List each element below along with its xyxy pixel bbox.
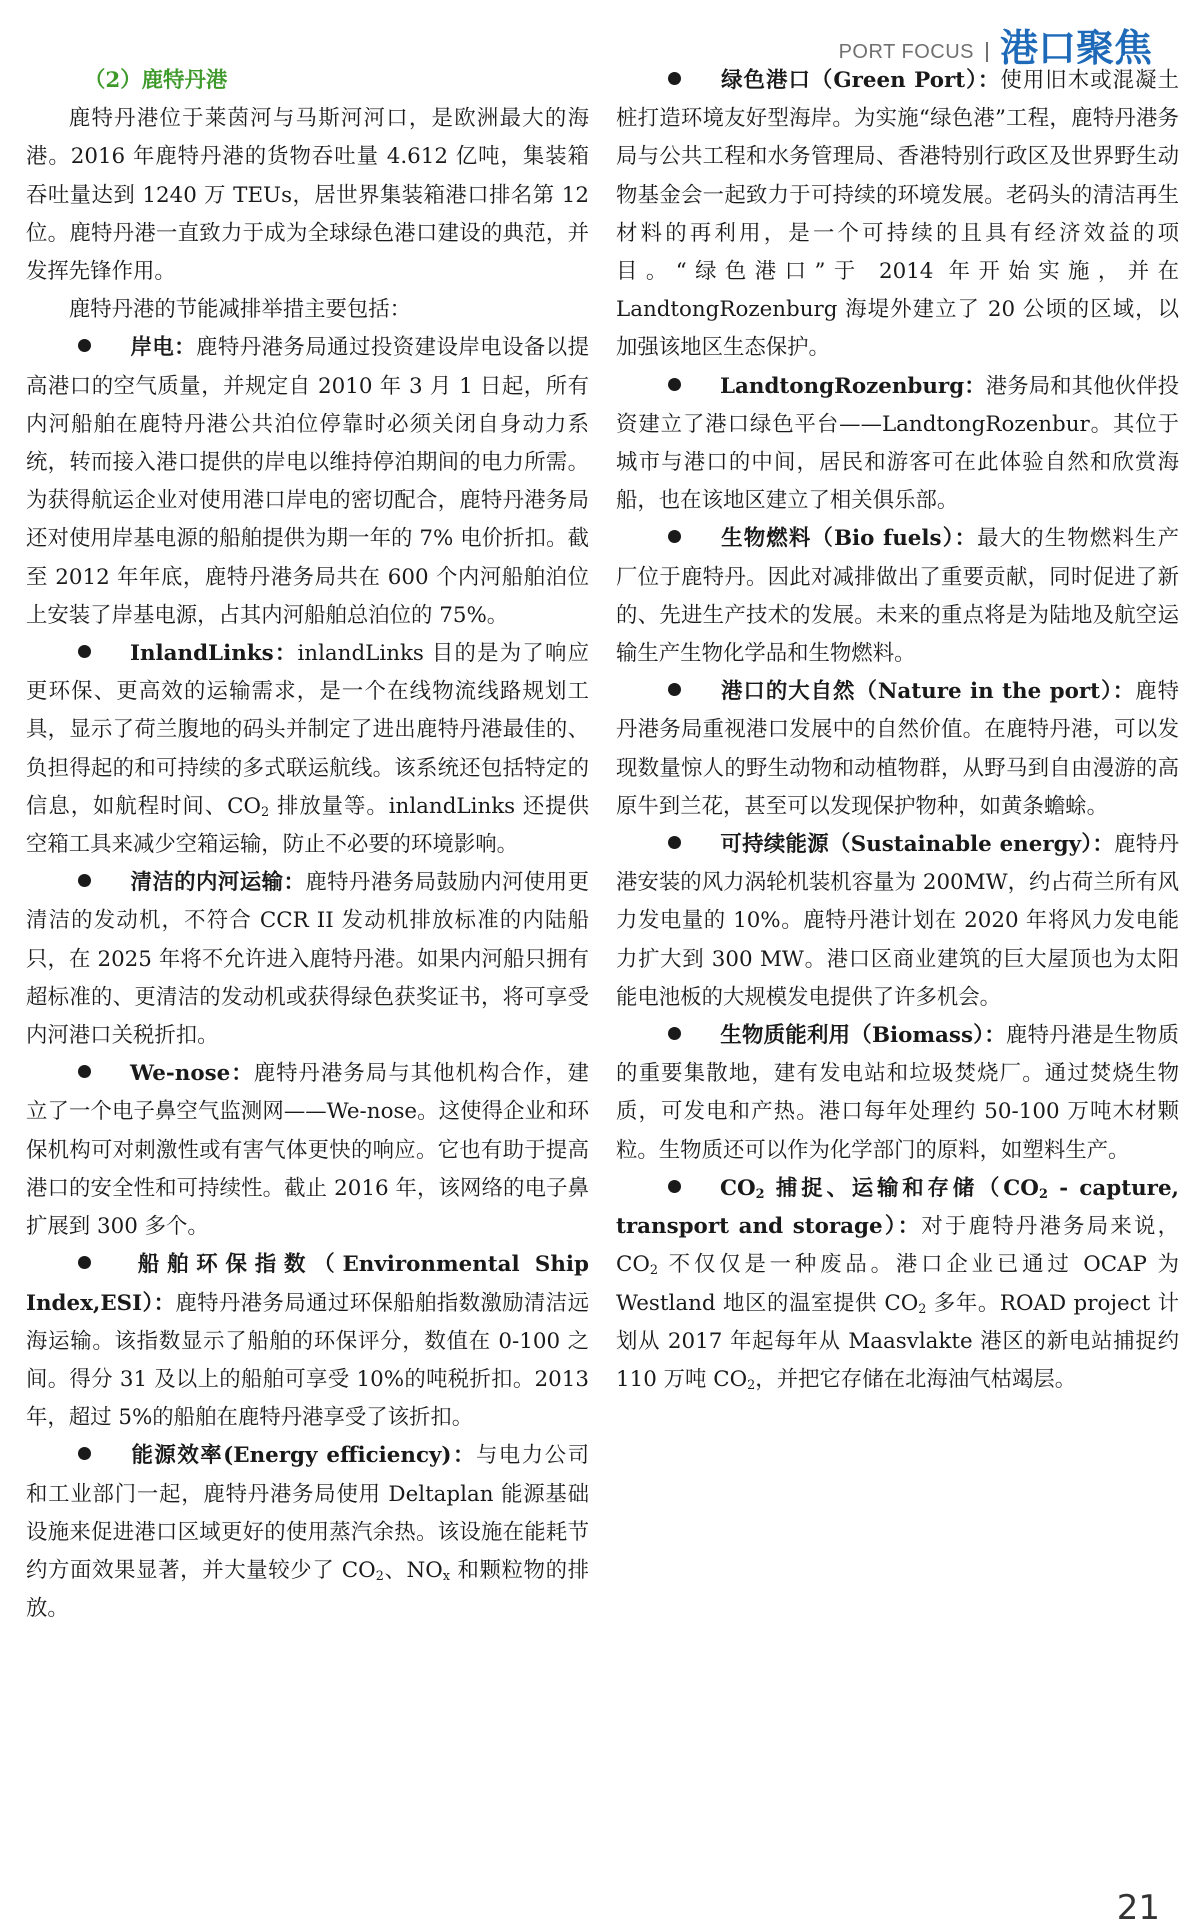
item-text: 排放量等。inlandLinks 还提供空箱工具来减少空箱运输，防止不必要的环境影响。 — [26, 793, 590, 858]
list-item-biofuels — [616, 520, 1179, 673]
item-text: 鹿特丹港务局通过投资建设岸电设备以提高港口的空气质量，并规定自 2010 年 3 月 1 日起，所有内河船舶在鹿特丹港公共泊位停靠时必须关闭自身动力系统，转而接入港口提供的岸电以维持停泊期间的电力所需。为获得航运企业对使用港口岸电的密切配合，鹿特丹港务局还对使用岸基电源的船舶提供为期一年的 7% 电价折扣。截至 2012 年年底，鹿特丹港务局共在 600 个内河船舶泊位上安装了岸基电源，占其内河船舶总泊位的 75%。 — [26, 335, 589, 628]
list-item-we-nose — [26, 1055, 589, 1246]
list-item-landtong — [616, 368, 1179, 521]
item-text: 最大的生物燃料生产厂位于鹿特丹。因此对减排做出了重要贡献，同时促进了新的、先进生产技术的发展。未来的重点将是为陆地及航空运输生产生物化学品和生物燃料。 — [616, 526, 1179, 667]
item-text: inlandLinks 目的是为了响应更环保、更高效的运输需求，是一个在线物流线路规划工具，显示了荷兰腹地的码头并制定了进出鹿特丹港最佳的、负担得起的和可持续的多式联运航线。该系统还包括特定的信息，如航程时间、CO — [26, 641, 589, 819]
list-item-green-port — [616, 62, 1179, 368]
bullet-icon — [78, 339, 91, 352]
right-column — [616, 62, 1179, 1399]
subscript: 2 — [375, 1569, 384, 1585]
list-item-clean-inland — [26, 864, 589, 1055]
intro-paragraph: 鹿特丹港位于莱茵河与马斯河河口，是欧洲最大的海港。2016 年鹿特丹港的货物吞吐量 4.612 亿吨，集装箱吞吐量达到 1240 万 TEUs，居世界集装箱港口排名第 12 位。鹿特丹港一直致力于成为全球绿色港口建设的典范，并发挥先锋作用。 — [26, 106, 589, 285]
item-text: 港务局和其他伙伴投资建立了港口绿色平台——LandtongRozenbur。其位于城市与港口的中间，居民和游客可在此体验自然和欣赏海船，也在该地区建立了相关俱乐部。 — [616, 373, 1179, 514]
bullet-icon — [668, 683, 681, 696]
subscript: 2 — [918, 1301, 927, 1317]
subscript: 2 — [649, 1263, 659, 1279]
list-item-shore-power — [26, 329, 589, 635]
term-part: - capture, transport and storage）： — [616, 1175, 1180, 1240]
item-text: 鹿特丹港安装的风力涡轮机装机容量为 200MW，约占荷兰所有风力发电量的 10%。鹿特丹港计划在 2020 年将风力发电能力扩大到 300 MW。港口区商业建筑的巨大屋顶也为太阳能电池板的大规模发电提供了许多机会。 — [616, 832, 1179, 1010]
item-text: 鹿特丹港务局重视港口发展中的自然价值。在鹿特丹港，可以发现数量惊人的野生动物和动植物群，从野马到自由漫游的高原牛到兰花，甚至可以发现保护物种，如黄条蟾蜍。 — [616, 679, 1179, 819]
bullet-icon — [668, 836, 681, 849]
item-text: 鹿特丹港务局与其他机构合作，建立了一个电子鼻空气监测网——We-nose。这使得企业和环保机构可对刺激性或有害气体更快的响应。它也有助于提高港口的安全性和可持续性。截止 2016 年，该网络的电子鼻扩展到 300 多个。 — [26, 1061, 589, 1240]
item-term: 清洁的内河运输： — [130, 870, 306, 896]
bullet-icon — [668, 1180, 681, 1193]
item-text: 与电力公司和工业部门一起，鹿特丹港务局使用 Deltaplan 能源基础设施来促进港口区域更好的使用蒸汽余热。该设施在能耗节约方面效果显著，并大量较少了 CO — [26, 1443, 589, 1583]
item-text: 鹿特丹港务局通过环保船舶指数激励清洁远海运输。该指数显示了船舶的环保评分，数值在 0-100 之间。得分 31 及以上的船舶可享受 10%的吨税折扣。2013 年，超过 5%的船舶在鹿特丹港享受了该折扣。 — [26, 1290, 589, 1431]
left-column — [26, 62, 589, 1628]
item-text: 不仅仅是一种废品。港口企业已通过 OCAP 为 Westland 地区的温室提供 CO — [616, 1252, 1179, 1316]
list-item-nature — [616, 673, 1179, 826]
section-title: （2）鹿特丹港 — [84, 68, 228, 93]
bullet-icon — [668, 72, 681, 85]
bullet-icon — [78, 1256, 91, 1269]
bullet-icon — [668, 530, 681, 543]
item-text: 使用旧木或混凝土桩打造环境友好型海岸。为实施“绿色港”工程，鹿特丹港务局与公共工程和水务管理局、香港特别行政区及世界野生动物基金会一起致力于可持续的环境发展。老码头的清洁再生材料的再利用，是一个可持续的且具有经济效益的项目。“绿色港口”于 2014 年开始实施，并在 LandtongRozenburg 海堤外建立了 20 公顷的区域，以加强该地区生态保护。 — [616, 68, 1179, 361]
item-text: 对于鹿特丹港务局来说，CO — [616, 1214, 1179, 1278]
item-term: We-nose： — [130, 1061, 254, 1087]
list-item-co2 — [616, 1170, 1179, 1399]
list-item-energy-efficiency — [26, 1437, 589, 1628]
item-term: 能源效率(Energy efficiency)： — [130, 1443, 476, 1469]
term-part: 捕捉、运输和存储（CO — [764, 1175, 1039, 1201]
item-term: 生物燃料（Bio fuels）： — [720, 526, 978, 552]
subscript: 2 — [1038, 1187, 1048, 1203]
list-item-sustainable — [616, 826, 1179, 1017]
list-item-biomass — [616, 1017, 1179, 1170]
item-term: LandtongRozenburg： — [720, 373, 986, 399]
bullet-icon — [78, 1065, 91, 1078]
header-english: PORT FOCUS — [838, 41, 974, 63]
item-term: 岸电： — [130, 335, 197, 361]
bullet-icon — [78, 645, 91, 658]
item-term: 绿色港口（Green Port）： — [720, 68, 1001, 93]
bullet-icon — [78, 1447, 91, 1460]
list-item-inland-links — [26, 635, 589, 864]
item-text: 和颗粒物的排放。 — [26, 1557, 589, 1622]
page-number: 21 — [1116, 1888, 1160, 1928]
item-term: 可持续能源（Sustainable energy）： — [720, 832, 1115, 858]
header-divider — [986, 42, 988, 62]
list-item-esi — [26, 1246, 589, 1437]
item-term: InlandLinks： — [130, 641, 298, 667]
item-text: 鹿特丹港是生物质的重要集散地，建有发电站和垃圾焚烧厂。通过焚烧生物质，可发电和产热。港口每年处理约 50-100 万吨木材颗粒。生物质还可以作为化学部门的原料，如塑料生产。 — [616, 1023, 1179, 1163]
subscript: 2 — [261, 805, 270, 821]
bullet-icon — [668, 378, 681, 391]
item-term: 船舶环保指数（Environmental Ship Index,ESI）： — [26, 1252, 589, 1316]
bullet-icon — [78, 874, 91, 887]
item-text: 多年。ROAD project 计划从 2017 年起每年从 Maasvlakte 港区的新电站捕捉约 110 万吨 CO — [616, 1290, 1179, 1392]
subscript: 2 — [755, 1187, 765, 1203]
item-text: 鹿特丹港务局鼓励内河使用更清洁的发动机，不符合 CCR II 发动机排放标准的内陆船只，在 2025 年将不允许进入鹿特丹港。如果内河船只拥有超标准的、更清洁的发动机或获得绿色获奖证书，将可享受内河港口关税折扣。 — [26, 870, 589, 1049]
term-part: CO — [720, 1175, 756, 1201]
header-chinese: 港口聚焦 — [999, 26, 1152, 70]
subscript: 2 — [747, 1378, 756, 1394]
item-term: 生物质能利用（Biomass）： — [720, 1023, 1006, 1049]
subscript: x — [442, 1569, 451, 1585]
measures-lead: 鹿特丹港的节能减排举措主要包括： — [68, 297, 412, 323]
item-text: ，并把它存储在北海油气枯竭层。 — [755, 1366, 1077, 1392]
bullet-icon — [668, 1027, 681, 1040]
item-text: 、NO — [383, 1557, 443, 1583]
item-term: 港口的大自然（Nature in the port）： — [720, 679, 1136, 705]
